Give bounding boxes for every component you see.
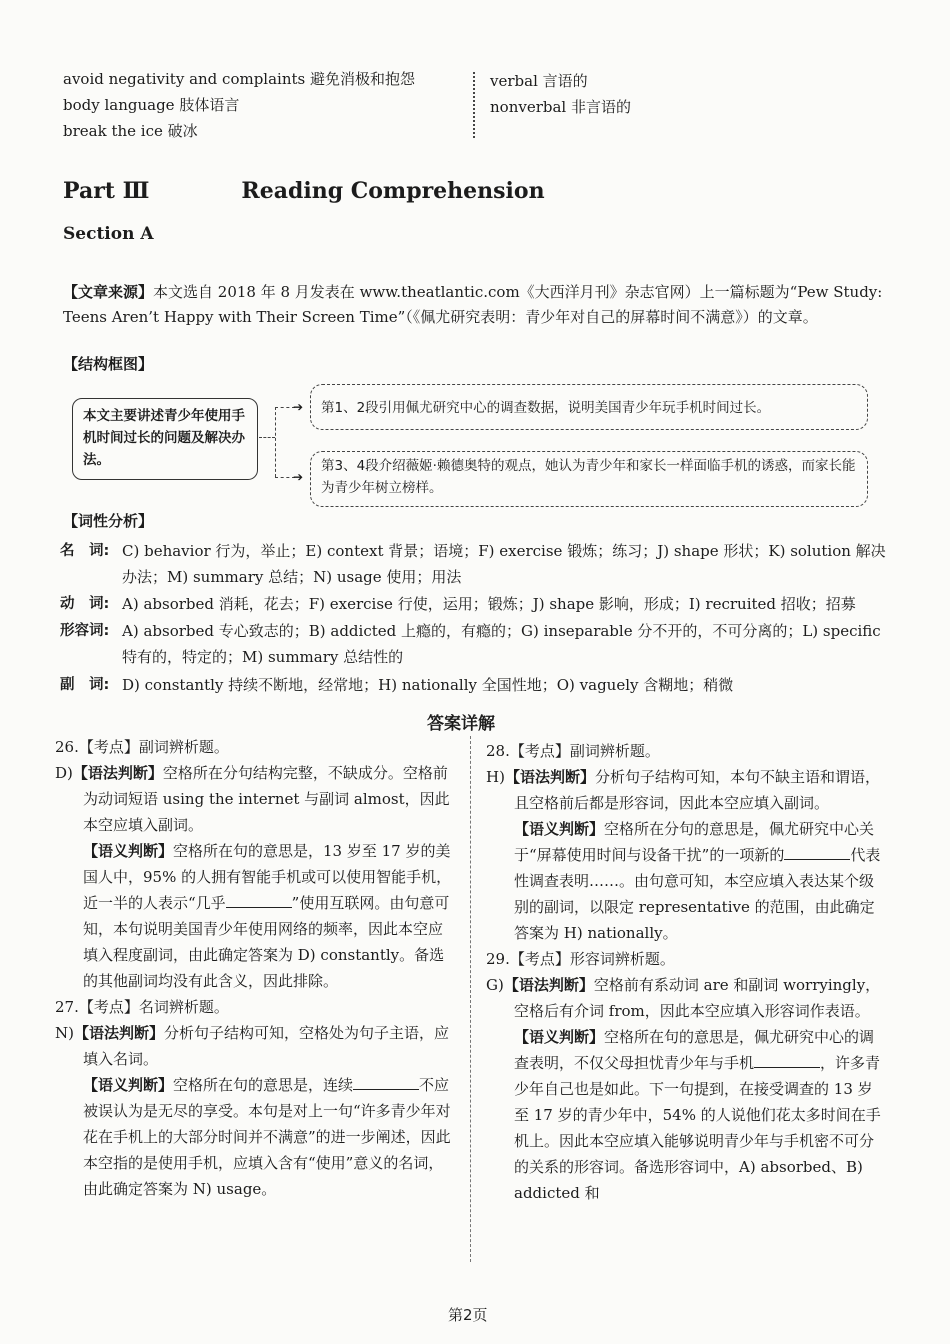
pos-text: C) behavior 行为，举止；E) context 背景；语境；F) exercise 锻炼；练习；J) shape 形状；K) solution 解决办法；M) summary 总结；N) usage 使用；用法: [122, 542, 886, 586]
structure-main-box: 本文主要讲述青少年使用手机时间过长的问题及解决办法。: [72, 398, 258, 480]
answer-blank: [754, 1051, 820, 1068]
part-number: Part Ⅲ: [63, 178, 150, 204]
vocab-list-left: [63, 66, 415, 144]
answer-blank: [784, 843, 850, 860]
vocab-list-right: [490, 68, 631, 120]
grammar-label: 【语法判断】: [73, 1024, 164, 1042]
connector-line: [275, 407, 276, 477]
grammar-label: 【语法判断】: [504, 768, 595, 786]
pos-label: 名 词:: [60, 543, 110, 559]
question-29-semantic: [486, 1024, 882, 1206]
question-27-head: 27.【考点】名词辨析题。: [55, 998, 229, 1016]
semantic-label: 【语义判断】: [83, 1076, 174, 1094]
vocab-item: break the ice 破冰: [63, 122, 198, 140]
question-26-grammar: [55, 760, 455, 838]
pos-row-adv: [60, 672, 890, 698]
vocab-item: body language 肢体语言: [63, 96, 240, 114]
vocab-item: nonverbal 非言语的: [490, 98, 631, 116]
grammar-text: 空格所在分句结构完整，不缺成分。空格前为动词短语 using the internet 与副词 almost，因此本空应填入副词。: [83, 764, 450, 834]
vocab-divider: [473, 72, 475, 138]
grammar-text: 空格前有系动词 are 和副词 worryingly，空格后有介词 from，因此本空应填入形容词作表语。: [514, 976, 881, 1020]
page-number: 第2页: [448, 1306, 488, 1324]
pos-label: 动 词:: [60, 596, 110, 612]
connector-line: [275, 477, 295, 478]
structure-branch-1: 第1、2段引用佩尤研究中心的调查数据，说明美国青少年玩手机时间过长。: [310, 384, 868, 430]
arrow-right-icon: ➔: [293, 470, 304, 484]
semantic-text: 不应被误认为是无尽的享受。本句是对上一句“许多青少年对花在手机上的大部分时间并不满意”的进一步阐述，因此本空指的是使用手机，应填入含有“使用”意义的名词，由此确定答案为 N) usage。: [83, 1076, 451, 1198]
pos-heading: 【词性分析】: [63, 512, 154, 530]
semantic-label: 【语义判断】: [514, 1028, 605, 1046]
grammar-label: 【语法判断】: [503, 976, 594, 994]
pos-text: A) absorbed 专心致志的；B) addicted 上瘾的，有瘾的；G) inseparable 分不开的，不可分离的；L) specific 特有的，特定的；M) summary 总结性的: [122, 622, 881, 666]
part-name: Reading Comprehension: [241, 178, 545, 204]
semantic-text: ，许多青少年自己也是如此。下一句提到，在接受调查的 13 岁至 17 岁的青少年中，54% 的人说他们花太多时间在手机上。因此本空应填入能够说明青少年与手机密不可分的关系的形容词。备选形容词中，A) absorbed、B) addicted 和: [514, 1054, 881, 1202]
grammar-label: 【语法判断】: [72, 764, 163, 782]
question-28-grammar: [486, 764, 882, 816]
answer-letter: D): [55, 764, 73, 782]
grammar-text: 分析句子结构可知，空格处为句子主语，应填入名词。: [83, 1024, 450, 1068]
question-27-grammar: [55, 1020, 455, 1072]
connector-line: [259, 437, 275, 438]
pos-text: D) constantly 持续不断地，经常地；H) nationally 全国性地；O) vaguely 含糊地；稍微: [122, 676, 734, 694]
pos-label: 形容词:: [60, 623, 110, 639]
semantic-text: 代表性调查表明……。由句意可知，本空应填入表达某个级别的副词，以限定 representative 的范围，由此确定答案为 H) nationally。: [514, 846, 881, 942]
semantic-text: ”使用互联网。由句意可知，本句说明美国青少年使用网络的频率，因此本空应填入程度副词，由此确定答案为 D) constantly。备选的其他副词均没有此含义，因此排除。: [83, 894, 450, 990]
pos-text: A) absorbed 消耗，花去；F) exercise 行使，运用；锻炼；J) shape 影响，形成；I) recruited 招收；招募: [122, 595, 856, 613]
answers-right-column: [486, 738, 882, 1206]
question-26-head: 26.【考点】副词辨析题。: [55, 738, 229, 756]
question-28-head: 28.【考点】副词辨析题。: [486, 742, 660, 760]
answer-blank: [353, 1073, 419, 1090]
semantic-text: 空格所在分句的意思是，佩尤研究中心关于“屏幕使用时间与设备干扰”的一项新的: [514, 820, 875, 864]
pos-row-noun: [60, 538, 890, 590]
pos-row-adj: [60, 618, 890, 670]
arrow-right-icon: ➔: [293, 400, 304, 414]
semantic-label: 【语义判断】: [514, 820, 605, 838]
question-26-semantic: [55, 838, 455, 994]
answers-title: 答案详解: [427, 714, 495, 734]
semantic-label: 【语义判断】: [83, 842, 174, 860]
answer-blank: [226, 891, 292, 908]
column-divider: [470, 736, 471, 1262]
question-27-semantic: [55, 1072, 455, 1202]
answer-letter: G): [486, 976, 504, 994]
question-28-semantic: [486, 816, 882, 946]
answers-left-column: [55, 734, 455, 1202]
structure-branch-2: 第3、4段介绍薇姬·赖德奥特的观点，她认为青少年和家长一样面临手机的诱惑，而家长能为青少年树立榜样。: [310, 451, 868, 507]
section-title: Section A: [63, 224, 154, 244]
semantic-text: 空格所在句的意思是，连续: [173, 1076, 354, 1094]
vocab-item: verbal 言语的: [490, 72, 588, 90]
pos-label: 副 词:: [60, 677, 110, 693]
source-label: 【文章来源】: [63, 283, 154, 301]
semantic-text: 空格所在句的意思是，13 岁至 17 岁的美国人中，95% 的人拥有智能手机或可以使用智能手机，近一半的人表示“几乎: [83, 842, 452, 912]
source-paragraph: [63, 280, 885, 330]
structure-heading: 【结构框图】: [63, 355, 154, 373]
question-29-grammar: [486, 972, 882, 1024]
answer-letter: N): [55, 1024, 74, 1042]
source-text: 本文选自 2018 年 8 月发表在 www.theatlantic.com《大西洋月刊》杂志官网）上一篇标题为“Pew Study: Teens Aren’t Happy with Their Screen Time”（《佩尤研究表明：青少年对自己的屏幕时间不满意》）的文章。: [63, 283, 883, 326]
grammar-text: 分析句子结构可知，本句不缺主语和谓语，且空格前后都是形容词，因此本空应填入副词。: [514, 768, 880, 812]
part-title: [63, 178, 545, 204]
question-29-head: 29.【考点】形容词辨析题。: [486, 950, 675, 968]
pos-row-verb: [60, 591, 890, 617]
semantic-text: 空格所在句的意思是，佩尤研究中心的调查表明，不仅父母担忧青少年与手机: [514, 1028, 875, 1072]
answer-letter: H): [486, 768, 505, 786]
connector-line: [275, 407, 295, 408]
vocab-item: avoid negativity and complaints 避免消极和抱怨: [63, 70, 415, 88]
